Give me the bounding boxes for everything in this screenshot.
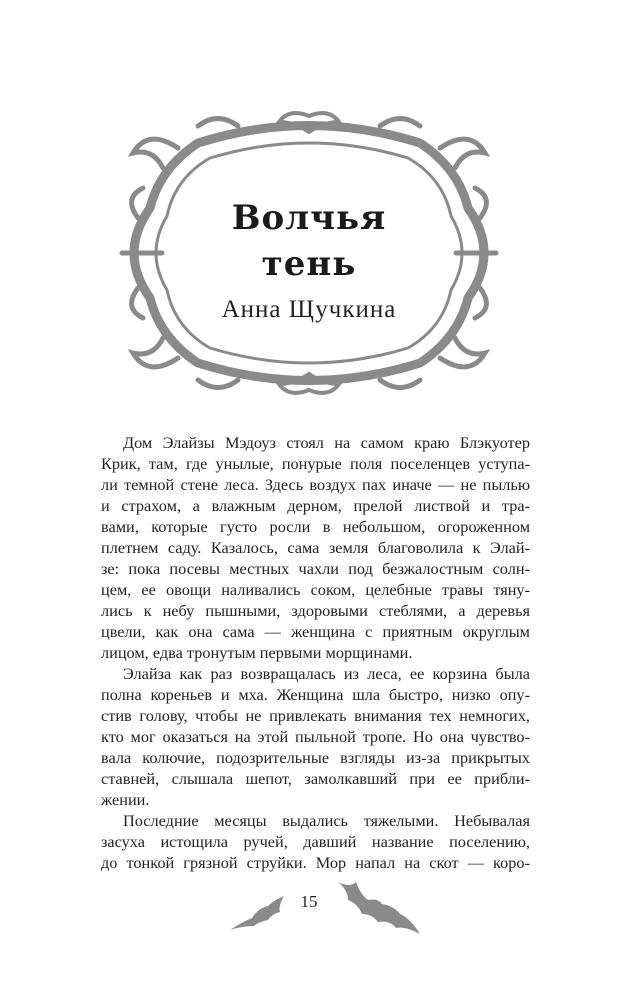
text-line: засуха истощила ручей, давший название поселению, [101, 832, 530, 851]
text-line: Крик, там, где унылые, понурые поля поселенцев уступа- [101, 454, 530, 473]
story-title-line-1: Волчья [231, 198, 387, 238]
text-line: Дом Элайзы Мэдоуз стоял на самом краю Блэкуотер [123, 433, 530, 452]
story-title-line-2: тень [261, 244, 357, 284]
text-line: лицом, едва тронутым первыми морщинами. [101, 643, 413, 662]
body-text [101, 432, 530, 873]
text-line: лись к небу пышными, здоровыми стеблями, а деревья [101, 601, 530, 620]
text-line: жении. [101, 790, 150, 809]
text-line: стив голову, чтобы не привлекать внимания тех немногих, [101, 706, 530, 725]
text-line: Последние месяцы выдались тяжелыми. Небывалая [123, 811, 530, 830]
story-author: Анна Щучкина [221, 296, 397, 323]
text-line: плетнем саду. Казалось, сама земля благоволила к Элай- [101, 538, 530, 557]
text-line: цем, ее овощи наливались соком, целебные травы тяну- [101, 580, 530, 599]
text-line: зе: пока посевы местных чахли под безжалостным солн- [101, 559, 530, 578]
text-line: до тонкой грязной струйки. Мор напал на скот — коро- [101, 853, 530, 872]
bat-icon-right [338, 878, 422, 936]
page-number: 15 [300, 892, 318, 911]
text-line: цвели, как она сама — женщина с приятным округлым [101, 622, 530, 641]
text-line: кто мог оказаться на этой пыльной тропе. Но она чувство- [101, 727, 530, 746]
text-line: ли темной стене леса. Здесь воздух пах иначе — не пылью [101, 475, 530, 494]
text-line: вала колючие, подозрительные взгляды из-за прикрытых [101, 748, 530, 767]
text-line: ставней, слышала шепот, замолкавший при ее прибли- [101, 769, 530, 788]
text-line: вами, которые густо росли в небольшом, огороженном [101, 517, 530, 536]
text-line: Элайза как раз возвращалась из леса, ее корзина была [123, 664, 530, 683]
text-line: и страхом, а влажным дерном, прелой листвой и тра- [101, 496, 530, 515]
text-line: полна кореньев и мха. Женщина шла быстро, низко опу- [101, 685, 530, 704]
